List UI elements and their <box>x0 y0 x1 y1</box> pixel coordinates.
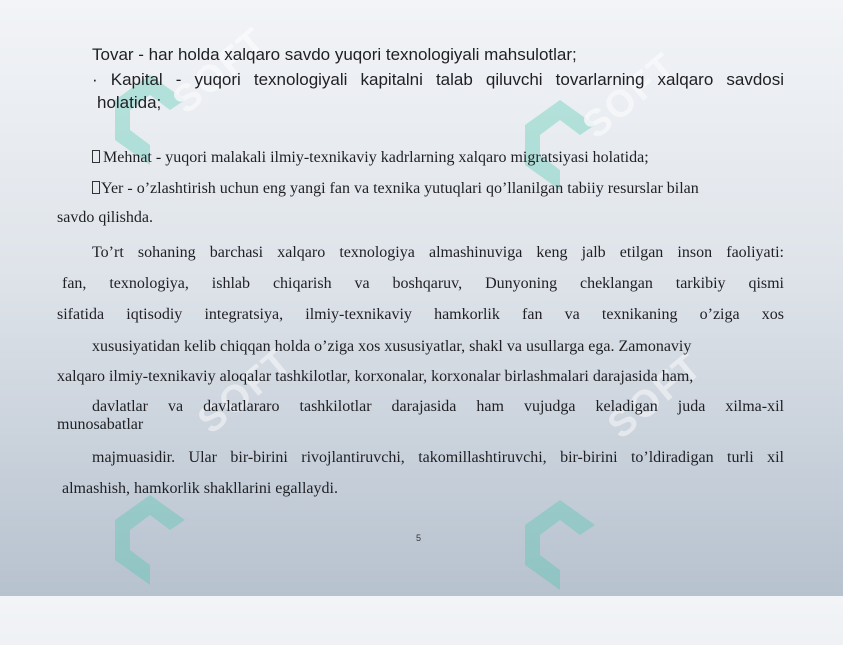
text-line <box>62 275 784 293</box>
watermark-text: SOFT <box>190 339 301 443</box>
text-line-content: · Kapital - yuqori texnologiyali kapitalni talab qiluvchi tovarlarning xalqaro savdosi <box>92 70 784 89</box>
text-line: holatida; <box>97 93 162 112</box>
text-line <box>92 244 784 262</box>
text-line <box>92 70 784 90</box>
bullet-box-icon <box>92 150 100 163</box>
text-line: xalqaro ilmiy-texnikaviy aloqalar tashkilotlar, korxonalar, korxonalar birlashmalari darajasida ham, <box>57 368 694 385</box>
text-line: munosabatlar <box>57 416 144 433</box>
soft-logo-icon <box>110 490 190 590</box>
text-line <box>92 449 784 467</box>
page-number: 5 <box>416 533 422 543</box>
text-line-content: davlatlar va davlatlararo tashkilotlar darajasida ham vujudga keladigan juda xilma-xil <box>92 398 784 415</box>
watermark <box>520 44 686 245</box>
text-line: xususiyatidan kelib chiqqan holda o’ziga xos xususiyatlar, shakl va usullarga ega. Zamonaviy <box>92 338 692 355</box>
bullet-line <box>92 180 699 198</box>
text-line: savdo qilishda. <box>57 209 153 226</box>
text-line-content: fan, texnologiya, ishlab chiqarish va boshqaruv, Dunyoning cheklangan tarkibiy qismi <box>62 275 784 292</box>
bullet-line <box>92 149 649 167</box>
text-line-content: sifatida iqtisodiy integratsiya, ilmiy-texnikaviy hamkorlik fan va texnikaning o’ziga xos <box>57 306 784 323</box>
text-line-content: Yer - o’zlashtirish uchun eng yangi fan va texnika yutuqlari qo’llanilgan tabiiy resurslar bilan <box>101 180 699 197</box>
watermark-text: SOFT <box>600 344 711 448</box>
text-line <box>92 398 784 416</box>
text-line <box>57 306 784 324</box>
text-line: almashish, hamkorlik shakllarini egallaydi. <box>62 480 338 497</box>
watermark <box>520 344 711 645</box>
text-line-content: To’rt sohaning barchasi xalqaro texnologiya almashinuviga keng jalb etilgan inson faoliyati: <box>92 244 784 261</box>
bullet-box-icon <box>92 181 100 194</box>
text-line-content: majmuasidir. Ular bir-birini rivojlantiruvchi, takomillashtiruvchi, bir-birini to’ldiradigan turli xil <box>92 449 784 466</box>
text-line-content: Mehnat - yuqori malakali ilmiy-texnikaviy kadrlarning xalqaro migratsiyasi holatida; <box>103 149 649 166</box>
soft-logo-icon <box>520 495 600 595</box>
text-line: Tovar - har holda xalqaro savdo yuqori texnologiyali mahsulotlar; <box>92 45 577 64</box>
watermark-text: SOFT <box>165 19 276 123</box>
watermark-text: SOFT <box>575 44 686 148</box>
